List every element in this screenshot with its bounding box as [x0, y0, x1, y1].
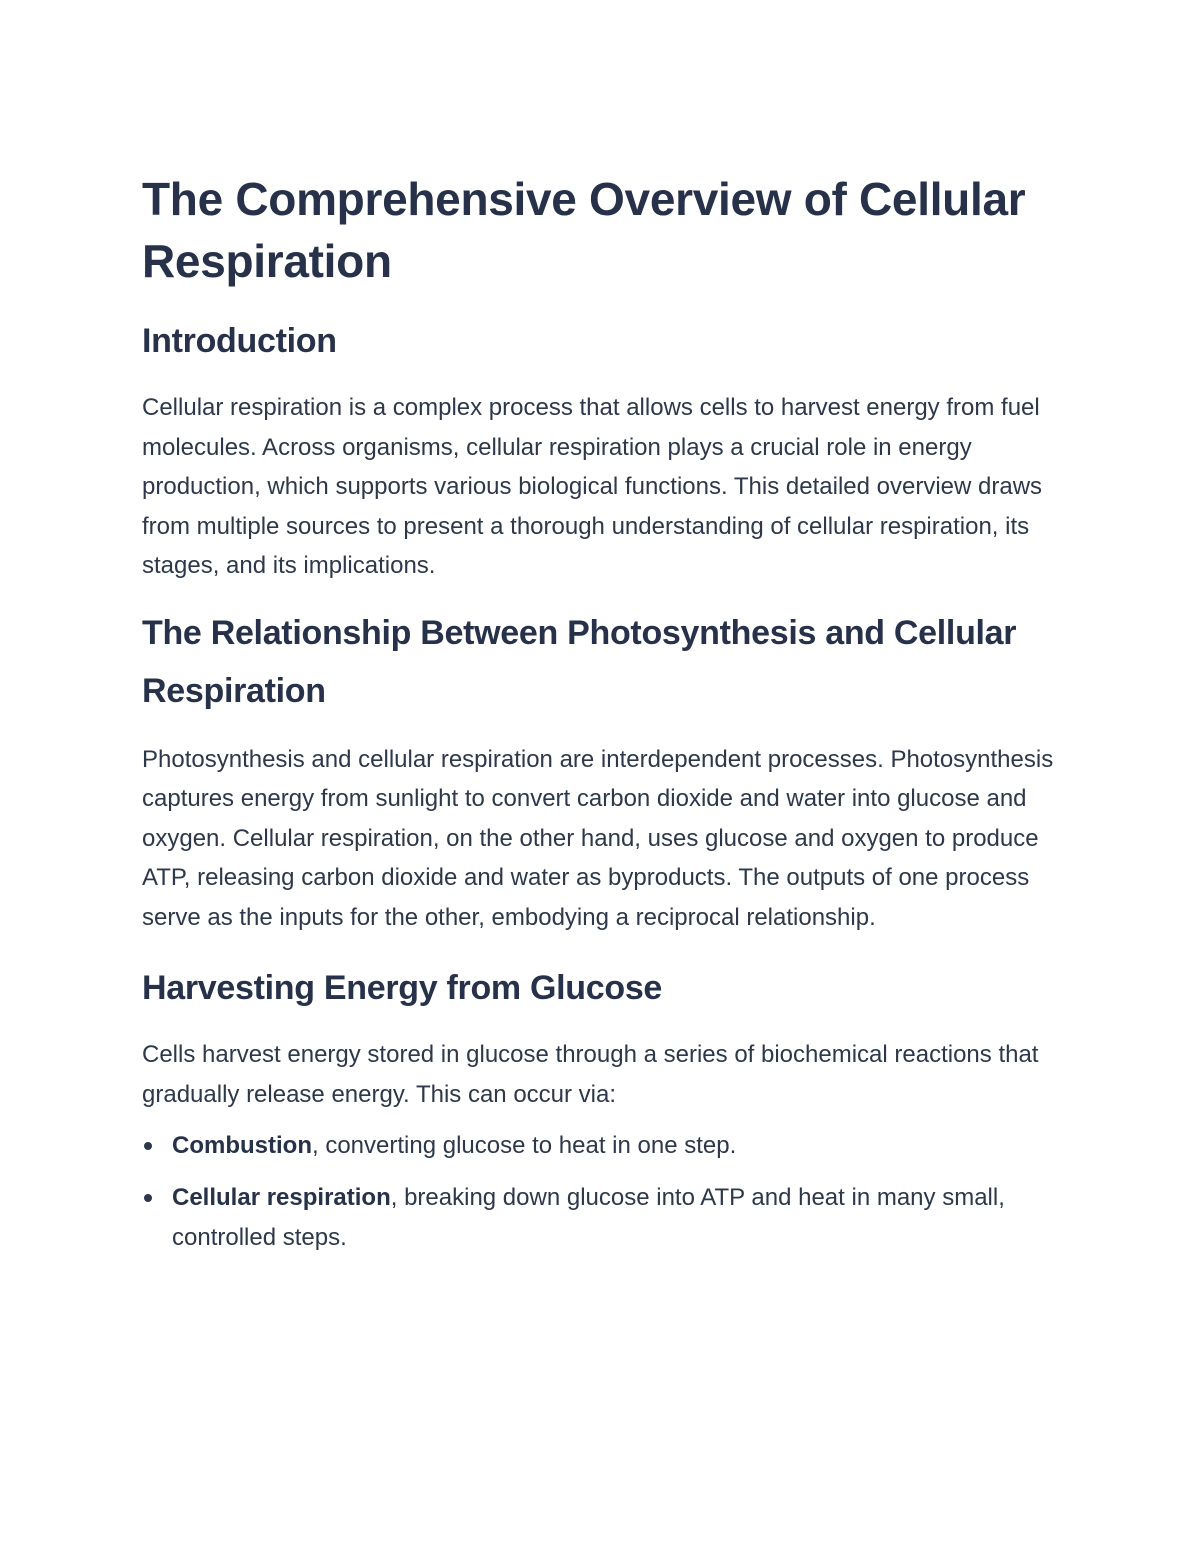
list-item	[142, 1126, 1062, 1166]
section-heading-introduction: Introduction	[142, 322, 337, 360]
document-page	[142, 168, 1062, 1270]
section-body-harvesting: Cells harvest energy stored in glucose through a series of biochemical reactions that gradually release energy. This can occur via:	[142, 1041, 1039, 1108]
section-heading-harvesting: Harvesting Energy from Glucose	[142, 969, 663, 1007]
section-heading-relationship: The Relationship Between Photosynthesis and Cellular Respiration	[142, 613, 1017, 710]
section-body-relationship: Photosynthesis and cellular respiration are interdependent processes. Photosynthesis captures energy from sunlight to convert carbon dioxide and water into glucose and oxygen. Cellular respiration, on the other hand, uses glucose and oxygen to produce ATP, releasing carbon dioxide and water as byproducts. The outputs of one process serve as the inputs for the other, embodying a reciprocal relationship.	[142, 745, 1054, 931]
list-item-text: , breaking down glucose into ATP and heat in many small, controlled steps.	[172, 1184, 1005, 1251]
section-body-introduction: Cellular respiration is a complex process that allows cells to harvest energy from fuel molecules. Across organisms, cellular respiration plays a crucial role in energy production, which supports various biological functions. This detailed overview draws from multiple sources to present a thorough understanding of cellular respiration, its stages, and its implications.	[142, 394, 1043, 579]
list-item	[142, 1178, 1062, 1258]
list-item-text: , converting glucose to heat in one step.	[311, 1132, 737, 1159]
list-item-term: Combustion	[172, 1132, 312, 1159]
bullet-icon	[144, 1142, 152, 1150]
list-item-term: Cellular respiration	[172, 1184, 391, 1211]
bullet-icon	[144, 1194, 152, 1202]
document-title: The Comprehensive Overview of Cellular Respiration	[142, 173, 1026, 287]
bullet-list	[142, 1126, 1062, 1258]
